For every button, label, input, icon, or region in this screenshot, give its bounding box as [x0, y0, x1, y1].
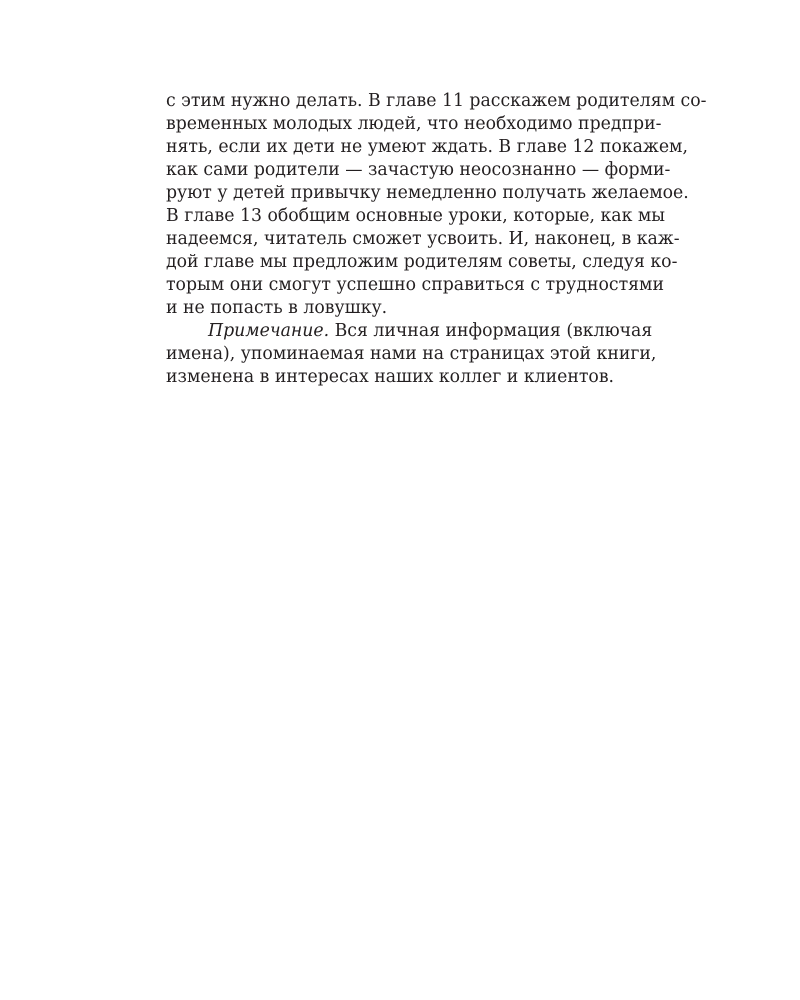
paragraph-1-line: дой главе мы предложим родителям советы, следуя ко-: [166, 252, 678, 272]
body-text: [166, 90, 707, 389]
note-first-line: [166, 320, 653, 343]
paragraph-1-line: временных молодых людей, что необходимо предпри-: [166, 114, 662, 134]
note-first-line-text: Вся личная информация (включая: [329, 321, 653, 341]
paragraph-1-line: с этим нужно делать. В главе 11 расскажем родителям со-: [166, 91, 707, 111]
paragraph-1-line: надеемся, читатель сможет усвоить. И, наконец, в каж-: [166, 229, 680, 249]
paragraph-1-line: В главе 13 обобщим основные уроки, которые, как мы: [166, 206, 666, 226]
paragraph-1-line: нять, если их дети не умеют ждать. В главе 12 покажем,: [166, 137, 688, 157]
note-line: имена), упоминаемая нами на страницах этой книги,: [166, 344, 657, 364]
paragraph-1-last-line: и не попасть в ловушку.: [166, 298, 388, 318]
note-label: Примечание.: [208, 321, 330, 341]
paragraph-1-line: руют у детей привычку немедленно получать желаемое.: [166, 183, 689, 203]
note-last-line: изменена в интересах наших коллег и клиентов.: [166, 367, 615, 387]
paragraph-1-line: как сами родители — зачастую неосознанно — форми-: [166, 160, 671, 180]
paragraph-1-line: торым они смогут успешно справиться с трудностями: [166, 275, 665, 295]
